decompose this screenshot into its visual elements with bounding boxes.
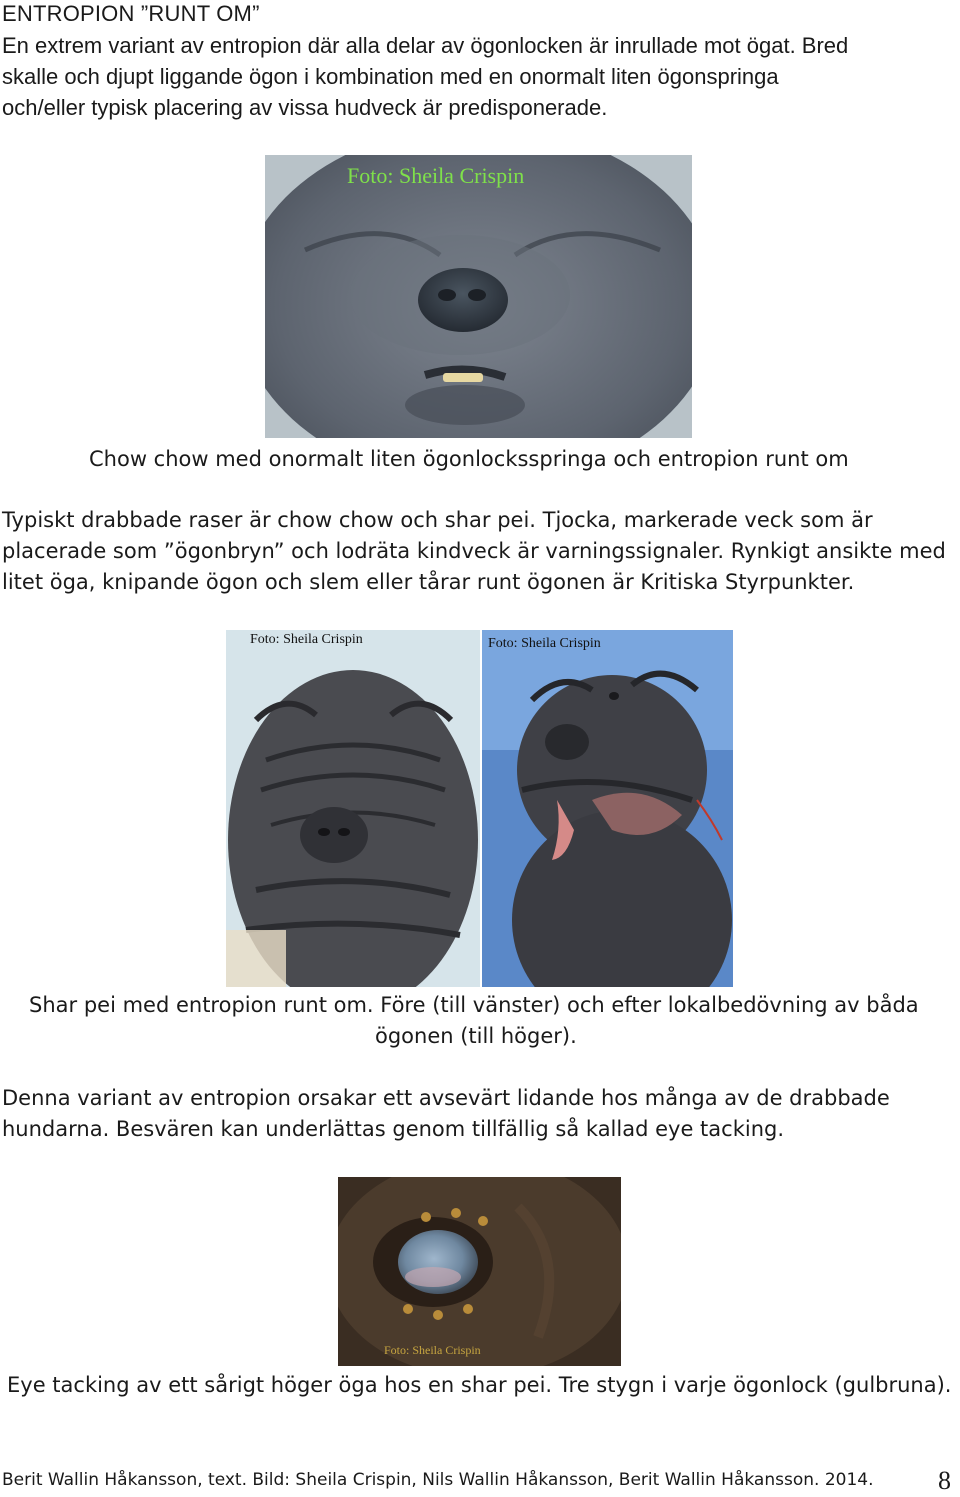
paragraph-line: Denna variant av entropion orsakar ett avsevärt lidande hos många av de drabbade (2, 1086, 890, 1110)
eye-tacking-photo (338, 1177, 621, 1366)
intro-line: och/eller typisk placering av vissa hudveck är predisponerade. (2, 95, 608, 120)
shar-pei-before-image (226, 630, 480, 987)
photo-watermark: Foto: Sheila Crispin (488, 636, 601, 651)
shar-pei-after-image (482, 630, 733, 987)
shar-pei-after-photo (482, 630, 733, 987)
section-heading: ENTROPION ”RUNT OM” (2, 1, 260, 26)
shar-pei-before-photo (226, 630, 480, 987)
photo-watermark: Foto: Sheila Crispin (250, 632, 363, 647)
intro-line: En extrem variant av entropion där alla delar av ögonlocken är inrullade mot ögat. Bred (2, 33, 849, 58)
suffering-paragraph (2, 1083, 957, 1145)
figure2-caption-line: ögonen (till höger). (375, 1024, 577, 1048)
paragraph-line: placerade som ”ögonbryn” och lodräta kindveck är varningssignaler. Rynkigt ansikte med (2, 539, 946, 563)
photo-watermark: Foto: Sheila Crispin (347, 163, 525, 188)
figure2-caption-line: Shar pei med entropion runt om. Före (till vänster) och efter lokalbedövning av båda (29, 993, 919, 1017)
eye-tacking-image (338, 1177, 621, 1366)
chow-chow-image (265, 155, 692, 438)
paragraph-line: Typiskt drabbade raser är chow chow och shar pei. Tjocka, markerade veck som är (2, 508, 873, 532)
paragraph-line: hundarna. Besvären kan underlättas genom tillfällig så kallad eye tacking. (2, 1117, 785, 1141)
breeds-paragraph (2, 505, 957, 598)
figure3-caption: Eye tacking av ett sårigt höger öga hos en shar pei. Tre stygn i varje ögonlock (gulbruna). (7, 1373, 952, 1397)
page-number: 8 (938, 1466, 951, 1495)
footer-credits: Berit Wallin Håkansson, text. Bild: Sheila Crispin, Nils Wallin Håkansson, Berit Wallin Håkansson. 2014. (2, 1470, 874, 1490)
intro-line: skalle och djupt liggande ögon i kombination med en onormalt liten ögonspringa (2, 64, 779, 89)
chow-chow-photo (265, 155, 692, 438)
figure1-caption: Chow chow med onormalt liten ögonlocksspringa och entropion runt om (89, 447, 849, 471)
intro-paragraph (2, 30, 952, 123)
paragraph-line: litet öga, knipande ögon och slem eller tårar runt ögonen är Kritiska Styrpunkter. (2, 570, 855, 594)
photo-watermark: Foto: Sheila Crispin (384, 1343, 481, 1357)
